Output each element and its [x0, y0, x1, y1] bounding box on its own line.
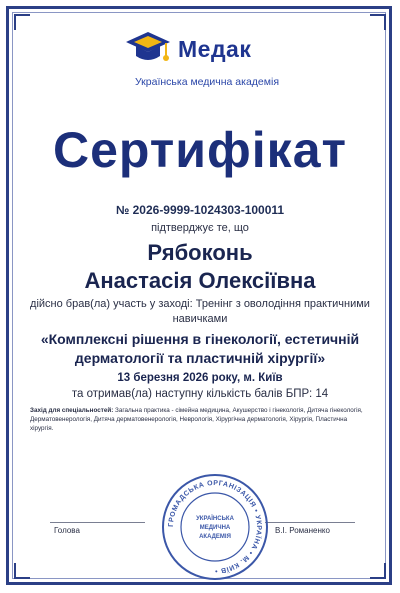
corner-ornament-bottom-right	[370, 563, 386, 579]
graduation-cap-icon	[124, 28, 172, 68]
organization-stamp	[160, 472, 270, 582]
logo-subtitle: Українська медична академія	[134, 76, 280, 88]
head-signature-line	[50, 522, 145, 523]
stamp-center-line-1: УКРАЇНСЬКА	[196, 516, 234, 522]
stamp-ring-text: ГРОМАДСЬКА ОРГАНІЗАЦІЯ • УКРАЇНА • М. КИЇВ •	[167, 479, 263, 575]
specialties-block	[30, 406, 370, 433]
corner-ornament-top-left	[14, 14, 30, 30]
certificate-title: Сертифікат	[53, 122, 347, 178]
head-label: Голова	[54, 526, 80, 535]
event-title: «Комплексні рішення в гінекології, естетичній дерматології та пластичній хірургії»	[40, 331, 360, 366]
signer-name: В.І. Романенко	[275, 526, 330, 535]
stamp-center-line-2: МЕДИЧНА	[199, 525, 231, 531]
recipient-surname: Рябоконь	[147, 240, 253, 265]
event-date-text: 13 березня 2026 року, м. Київ	[117, 372, 283, 384]
specialties-list: Загальна практика - сімейна медицина, Акушерство і гінекологія, Дитяча гінекологія, Дерматовенерологія, Дитяча дерматовенерологія, Неврологія, Хірургічна дерматологія, Хірургія, Пластична хірургія.	[30, 407, 363, 432]
logo-name: Медак	[178, 36, 252, 62]
recipient-given-names: Анастасія Олексіївна	[84, 268, 316, 293]
medak-logo	[122, 26, 292, 96]
confirms-text: підтверджує те, що	[151, 222, 249, 234]
certificate-number: № 2026-9999-1024303-100011	[115, 203, 285, 217]
event-date-place	[20, 372, 380, 384]
stamp-center-line-3: АКАДЕМІЯ	[199, 534, 231, 540]
signer-signature-line	[265, 522, 355, 523]
specialties-label: Захід для спеціальностей:	[30, 407, 114, 414]
participation-text: дійсно брав(ла) участь у заході: Тренінг з оволодіння практичними навичками	[30, 298, 370, 325]
cpd-points: та отримав(ла) наступну кількість балів БПР: 14	[71, 388, 329, 400]
corner-ornament-top-right	[370, 14, 386, 30]
corner-ornament-bottom-left	[14, 563, 30, 579]
